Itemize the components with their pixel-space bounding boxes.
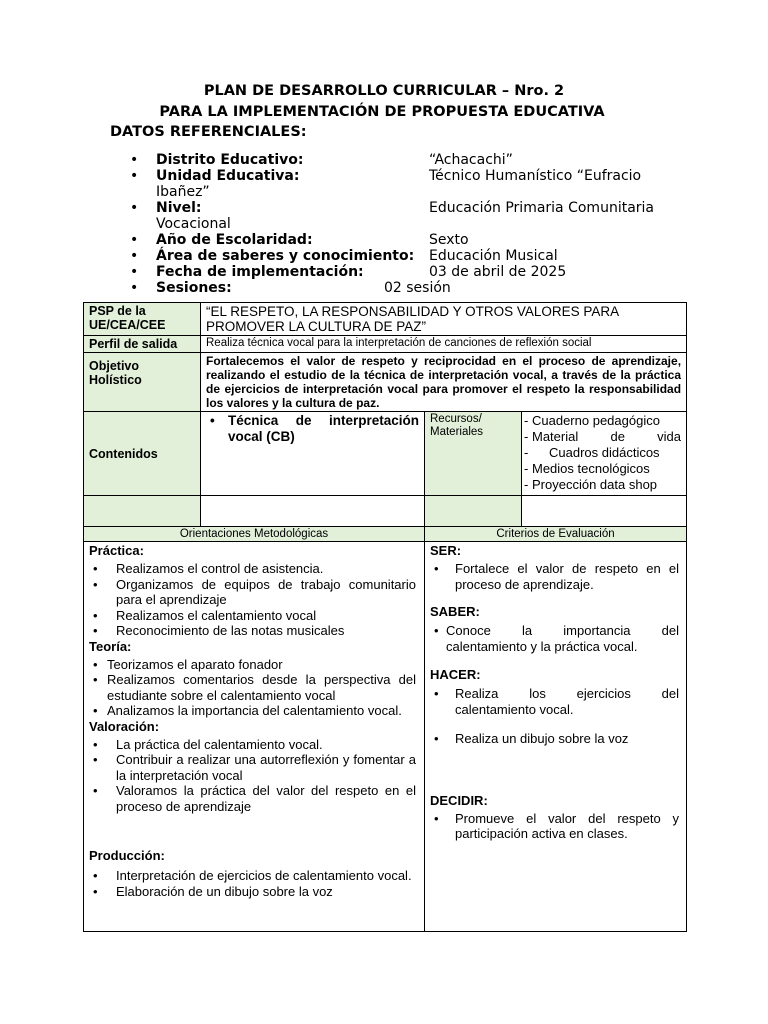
list-item: • Contribuir a realizar una autorreflexión y fomentar a la interpretación vocal bbox=[89, 752, 416, 783]
objetivo-label: Objetivo Holístico bbox=[84, 353, 201, 412]
list-item: • Organizamos de equipos de trabajo comunitario para el aprendizaje bbox=[89, 577, 416, 608]
psp-label: PSP de la UE/CEA/CEE bbox=[84, 303, 201, 336]
saber-label: SABER: bbox=[430, 604, 480, 619]
decidir-label: DECIDIR: bbox=[430, 792, 488, 808]
psp-value: “EL RESPETO, LA RESPONSABILIDAD Y OTROS VALORES PARA PROMOVER LA CULTURA DE PAZ” bbox=[201, 303, 687, 336]
info-sesiones: • Sesiones: 02 sesión bbox=[130, 280, 660, 296]
criterios-header: Criterios de Evaluación bbox=[425, 527, 687, 542]
list-item: • Interpretación de ejercicios de calentamiento vocal. bbox=[89, 868, 416, 884]
recurso-item: - Proyección data shop bbox=[524, 477, 681, 493]
list-item: • Analizamos la importancia del calentamiento vocal. bbox=[89, 703, 416, 719]
practica-label: Práctica: bbox=[89, 543, 144, 558]
info-anio: • Año de Escolaridad: Sexto bbox=[130, 232, 660, 248]
info-nivel: • Nivel: Educación Primaria Comunitaria Vocacional bbox=[130, 200, 660, 232]
plan-table bbox=[83, 302, 687, 932]
list-item: • Conoce la importancia del calentamiento y la práctica vocal. bbox=[430, 623, 679, 654]
list-item: • Valoramos la práctica del valor del respeto en el proceso de aprendizaje bbox=[89, 783, 416, 814]
recurso-item: - Material de vida bbox=[524, 429, 681, 445]
valoracion-label: Valoración: bbox=[89, 718, 160, 734]
empty-cell bbox=[201, 496, 425, 527]
perfil-value: Realiza técnica vocal para la interpretación de canciones de reflexión social bbox=[201, 336, 687, 353]
list-item: • Fortalece el valor de respeto en el proceso de aprendizaje. bbox=[430, 561, 679, 592]
list-item: • La práctica del calentamiento vocal. bbox=[89, 737, 416, 753]
list-item: • Teorizamos el aparato fonador bbox=[89, 657, 416, 673]
info-area: • Área de saberes y conocimiento: Educación Musical bbox=[130, 248, 660, 264]
list-item: • Realizamos el control de asistencia. bbox=[89, 561, 416, 577]
list-item: • Promueve el valor del respeto y participación activa en clases. bbox=[430, 811, 679, 842]
info-distrito: • Distrito Educativo: “Achacachi” bbox=[130, 152, 660, 168]
section-heading: DATOS REFERENCIALES: bbox=[110, 124, 307, 140]
recursos-cell bbox=[522, 412, 687, 496]
contenidos-cell bbox=[201, 412, 425, 496]
list-item: • Realiza un dibujo sobre la voz bbox=[430, 731, 679, 747]
document-title: PLAN DE DESARROLLO CURRICULAR – Nro. 2 bbox=[203, 83, 565, 99]
recurso-item: - Medios tecnológicos bbox=[524, 461, 681, 477]
empty-cell bbox=[425, 496, 522, 527]
objetivo-value: Fortalecemos el valor de respeto y reciprocidad en el proceso de aprendizaje, realizando el estudio de la técnica de interpretación vocal, a través de la práctica de ejercicios de interpretación vocal para promover el respeto la responsabilidad los valores y la cultura de paz. bbox=[201, 353, 687, 412]
list-item: • Reconocimiento de las notas musicales bbox=[89, 623, 416, 639]
produccion-label: Producción: bbox=[89, 848, 165, 863]
reference-data-list bbox=[130, 152, 660, 296]
orientaciones-header: Orientaciones Metodológicas bbox=[84, 527, 425, 542]
contenido-item: • Técnica de interpretación vocal (CB) bbox=[206, 413, 419, 444]
perfil-label: Perfil de salida bbox=[84, 336, 201, 353]
list-item: • Elaboración de un dibujo sobre la voz bbox=[89, 884, 416, 900]
info-fecha: • Fecha de implementación: 03 de abril de 2025 bbox=[130, 264, 660, 280]
recurso-item: - Cuaderno pedagógico bbox=[524, 413, 681, 429]
hacer-label: HACER: bbox=[430, 667, 481, 682]
recursos-label: Recursos/ Materiales bbox=[425, 412, 522, 496]
recurso-item: - Cuadros didácticos bbox=[524, 445, 681, 461]
ser-label: SER: bbox=[430, 543, 462, 558]
list-item: • Realizamos comentarios desde la perspectiva del estudiante sobre el calentamiento vocal bbox=[89, 672, 416, 703]
list-item: • Realiza los ejercicios del calentamiento vocal. bbox=[430, 686, 679, 717]
teoria-label: Teoría: bbox=[89, 638, 132, 654]
criterios-cell bbox=[425, 542, 687, 932]
contenidos-label: Contenidos bbox=[84, 412, 201, 496]
list-item: • Realizamos el calentamiento vocal bbox=[89, 608, 416, 624]
empty-cell bbox=[84, 496, 201, 527]
document-subtitle: PARA LA IMPLEMENTACIÓN DE PROPUESTA EDUCATIVA bbox=[159, 104, 605, 120]
info-unidad: • Unidad Educativa: Técnico Humanístico “Eufracio Ibañez” bbox=[130, 168, 660, 200]
empty-cell bbox=[522, 496, 687, 527]
orientaciones-cell bbox=[84, 542, 425, 932]
